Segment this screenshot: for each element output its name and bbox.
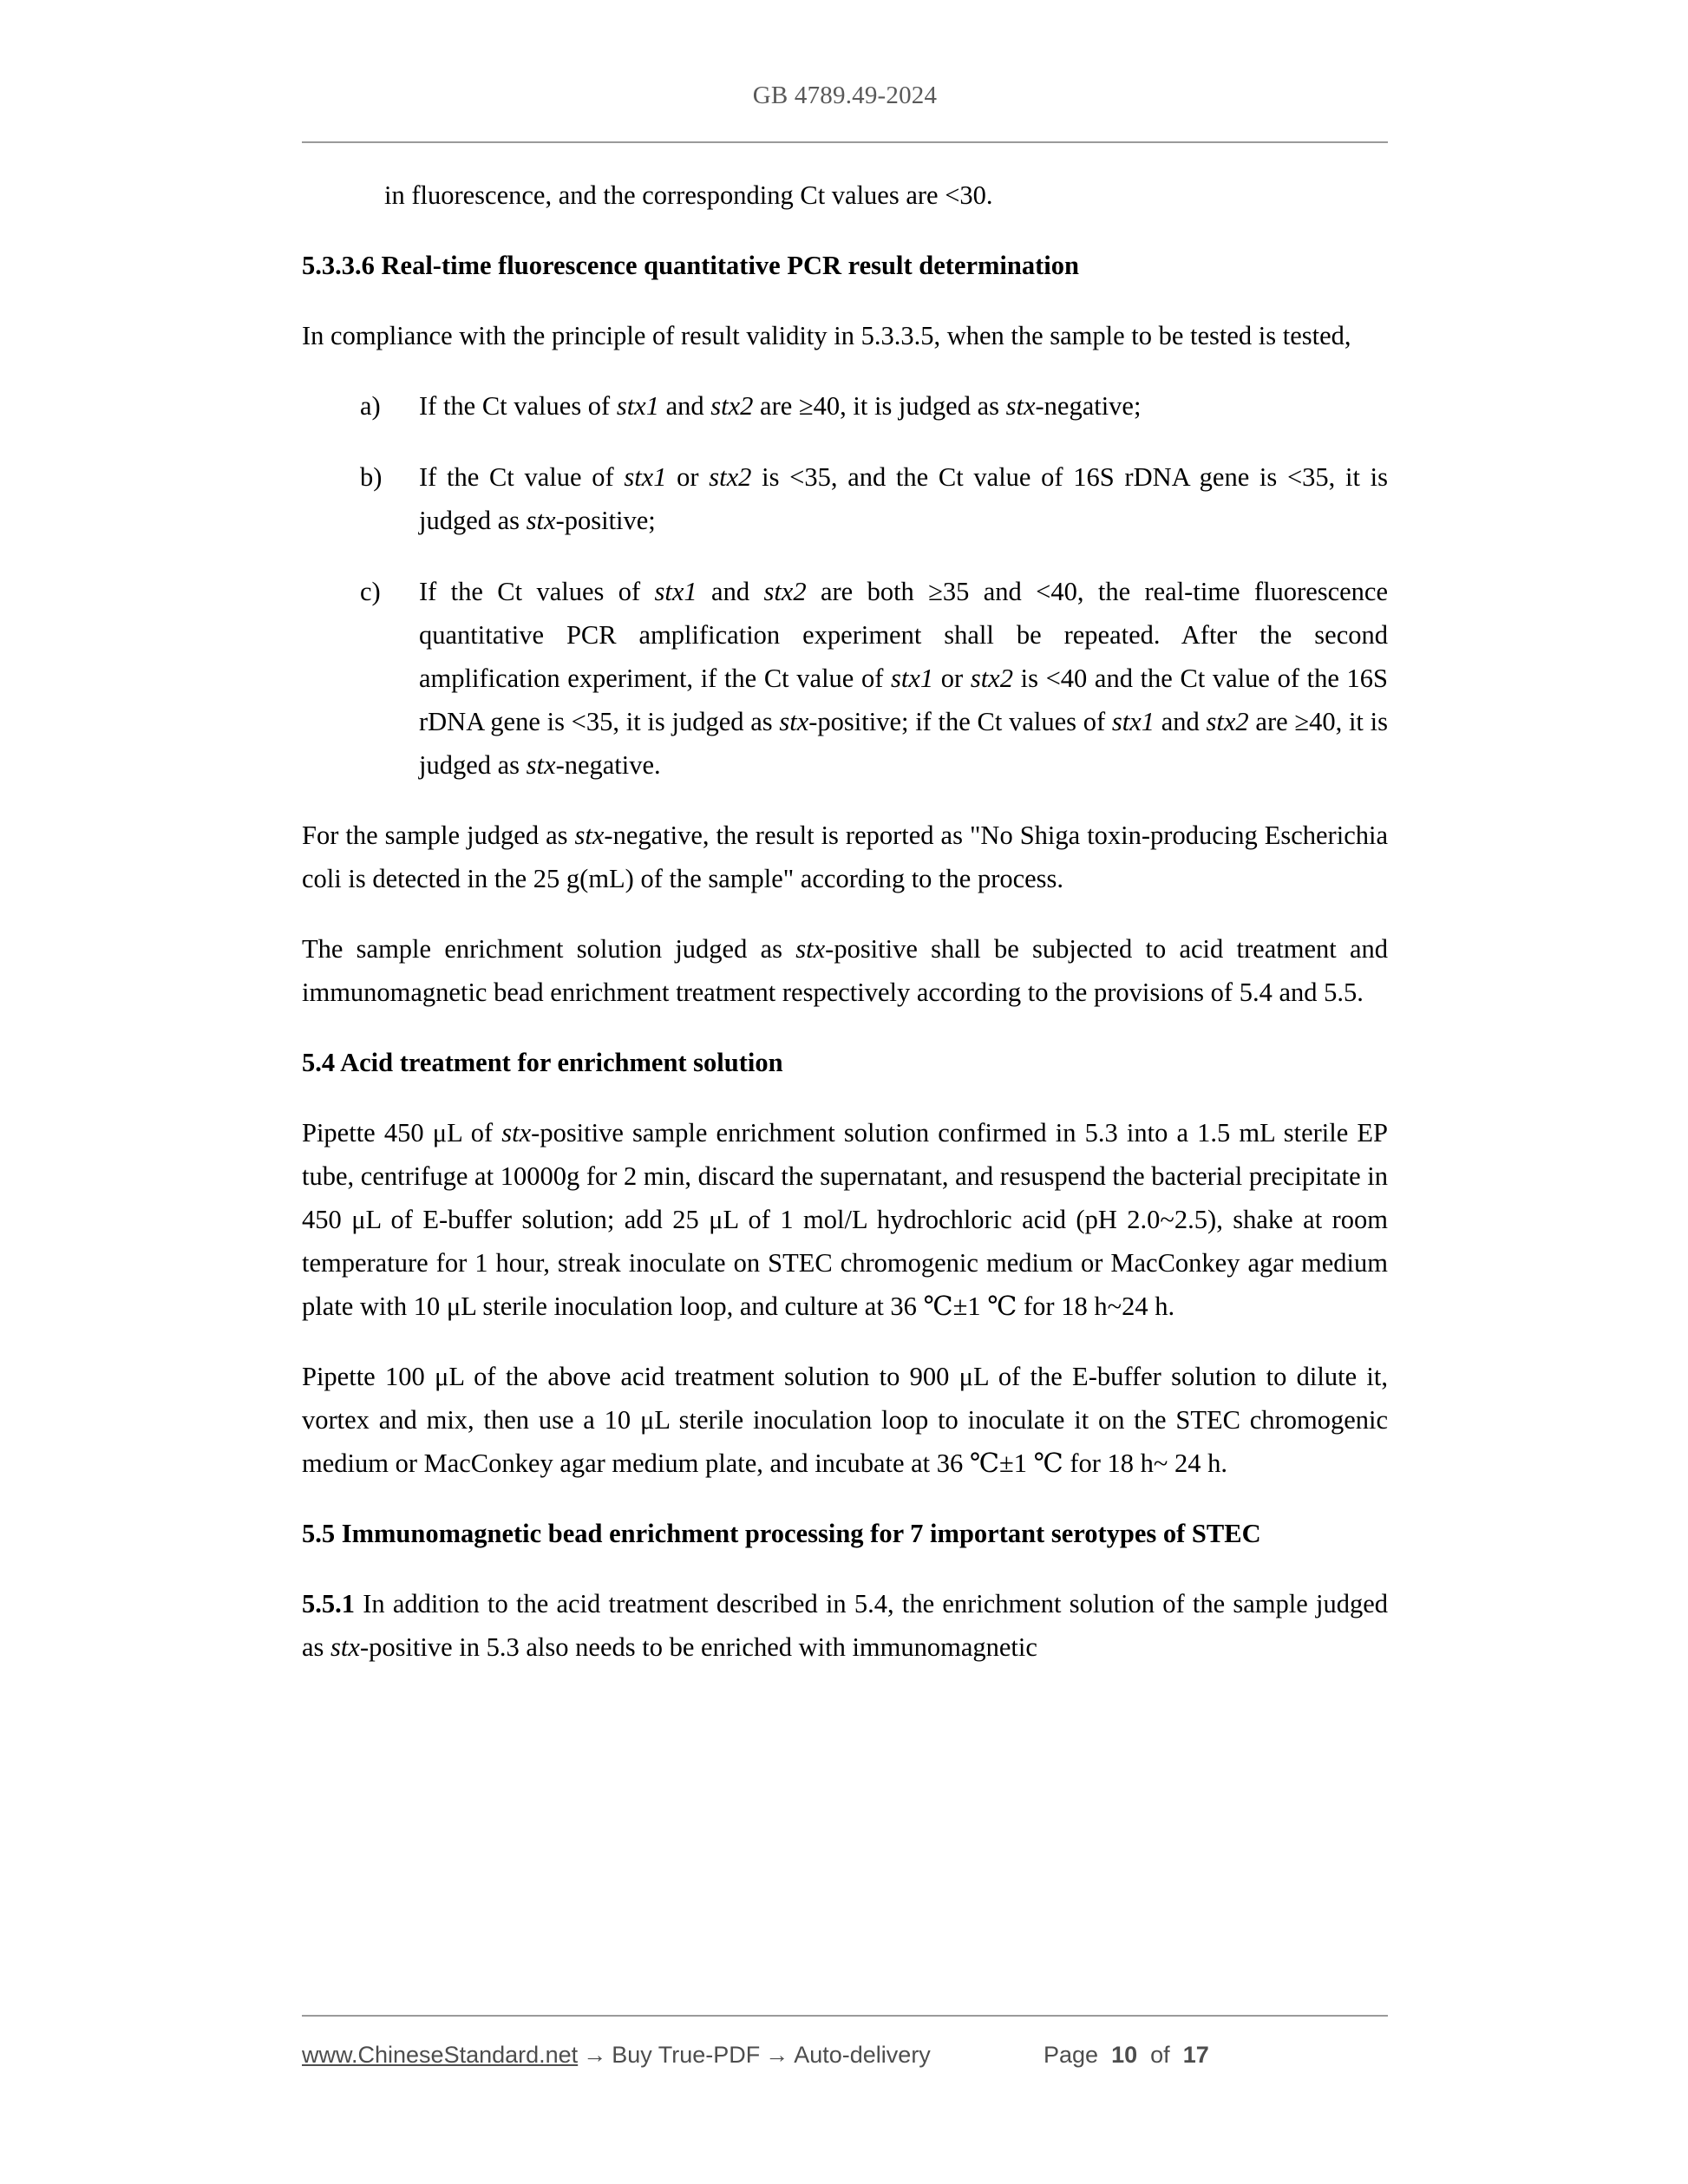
list-marker: a): [360, 391, 381, 421]
paragraph-positive-next-steps: The sample enrichment solution judged as stx-positive shall be subjected to acid treatment and immunomagnetic bead enrichment treatment respectively according to the provisions of 5.4 and 5.5.: [302, 934, 1388, 1007]
header-divider: [302, 141, 1388, 143]
list-item: [302, 455, 1388, 542]
arrow-right-icon: →: [765, 2041, 789, 2068]
paragraph-5-5-1: 5.5.1 In addition to the acid treatment described in 5.4, the enrichment solution of the sample judged as stx-positive in 5.3 also needs to be enriched with immunomagnetic: [302, 1589, 1388, 1662]
list-marker: b): [360, 462, 383, 492]
paragraph-5-4-second: Pipette 100 μL of the above acid treatment solution to 900 μL of the E-buffer solution to dilute it, vortex and mix, then use a 10 μL sterile inoculation loop to inoculate it on the STEC chromogenic medium or MacConkey agar medium plate, and incubate at 36 ℃±1 ℃ for 18 h~ 24 h.: [302, 1362, 1388, 1478]
total-page-count: 17: [1182, 2041, 1209, 2068]
list-item-text: If the Ct values of stx1 and stx2 are ≥40, it is judged as stx-negative;: [419, 391, 1142, 421]
auto-delivery-label: Auto-delivery: [794, 2041, 931, 2068]
paragraph-5-4-first: Pipette 450 μL of stx-positive sample enrichment solution confirmed in 5.3 into a 1.5 mL sterile EP tube, centrifuge at 10000g for 2 min, discard the supernatant, and resuspend the bacterial precipitate in 450 μL of E-buffer solution; add 25 μL of 1 mol/L hydrochloric acid (pH 2.0~2.5), shake at room temperature for 1 hour, streak inoculate on STEC chromogenic medium or MacConkey agar medium plate with 10 μL sterile inoculation loop, and culture at 36 ℃±1 ℃ for 18 h~24 h.: [302, 1118, 1389, 1321]
list-item: [302, 384, 1388, 428]
footer-promo: [302, 2042, 931, 2069]
intro-paragraph: In compliance with the principle of result validity in 5.3.3.5, when the sample to be tested is tested,: [302, 321, 1351, 350]
page-label: Page: [1044, 2041, 1099, 2068]
page-header: [302, 83, 1388, 108]
footer-divider: [302, 2015, 1388, 2017]
heading-5-5: 5.5 Immunomagnetic bead enrichment processing for 7 important serotypes of STEC: [302, 1519, 1261, 1548]
current-page-number: 10: [1111, 2041, 1138, 2068]
heading-5-3-3-6: 5.3.3.6 Real-time fluorescence quantitative PCR result determination: [302, 251, 1079, 280]
of-label: of: [1150, 2041, 1170, 2068]
page-footer: [302, 2033, 1388, 2076]
continued-paragraph: in fluorescence, and the corresponding Ct values are <30.: [384, 180, 993, 210]
list-marker: c): [360, 577, 381, 606]
standard-number: GB 4789.49-2024: [752, 82, 938, 109]
list-item-text: If the Ct values of stx1 and stx2 are both ≥35 and <40, the real-time fluorescence quantitative PCR amplification experiment shall be repeated. After the second amplification experiment, if the Ct value of stx1 or stx2 is <40 and the Ct value of the 16S rDNA gene is <35, it is judged as stx-positive; if the Ct values of stx1 and stx2 are ≥40, it is judged as stx-negative.: [419, 577, 1389, 780]
chinesestandard-link[interactable]: www.ChineseStandard.net: [302, 2041, 579, 2068]
arrow-right-icon: →: [583, 2041, 607, 2068]
page-indicator: [1044, 2033, 1209, 2076]
judgement-criteria-list: [302, 384, 1388, 787]
list-item: [302, 570, 1388, 787]
buy-true-pdf-label: Buy True-PDF: [612, 2041, 761, 2068]
list-item-text: If the Ct value of stx1 or stx2 is <35, and the Ct value of 16S rDNA gene is <35, it is judged as stx-positive;: [419, 462, 1388, 535]
paragraph-negative-result: For the sample judged as stx-negative, the result is reported as "No Shiga toxin-producing Escherichia coli is detected in the 25 g(mL) of the sample" according to the process.: [302, 821, 1388, 893]
document-body: [302, 173, 1388, 1696]
heading-5-4: 5.4 Acid treatment for enrichment solution: [302, 1048, 783, 1077]
